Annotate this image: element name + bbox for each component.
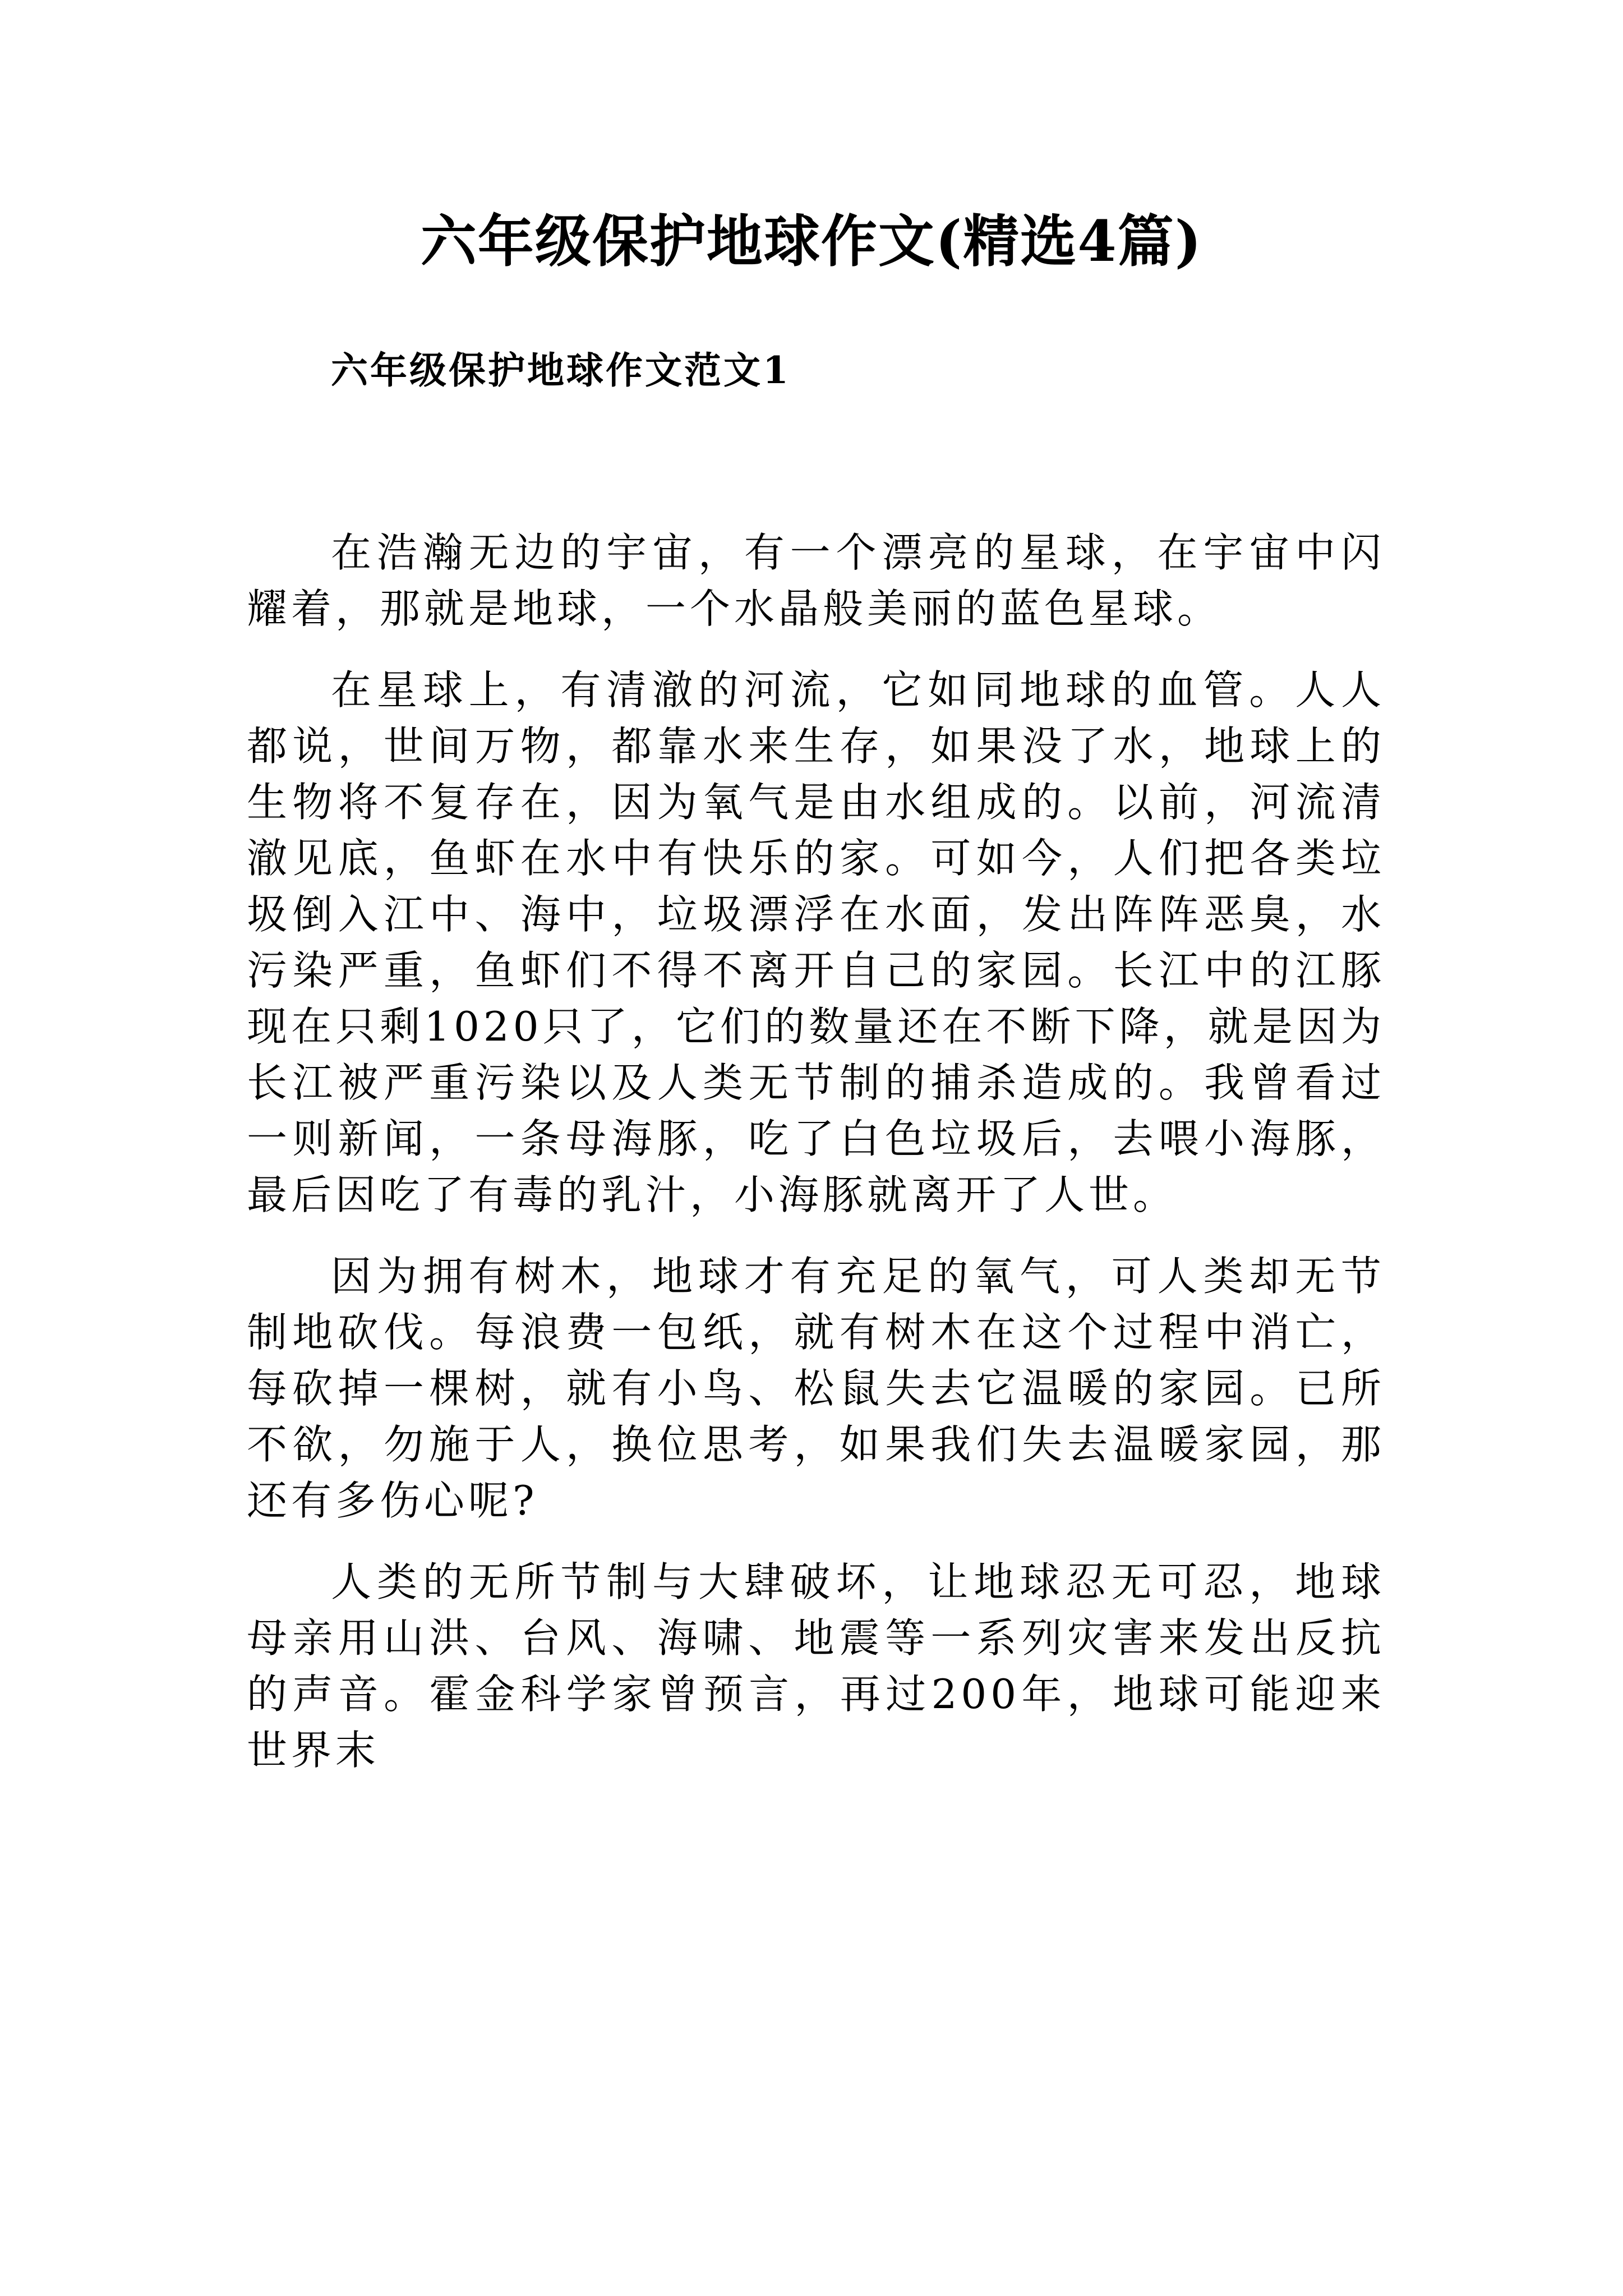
essay-body	[247, 524, 1385, 1803]
paragraph-4: 人类的无所节制与大肆破坏，让地球忍无可忍，地球母亲用山洪、台风、海啸、地震等一系列灾害来发出反抗的声音。霍金科学家曾预言，再过200年，地球可能迎来世界末	[247, 1558, 1385, 1774]
paragraph-3: 因为拥有树木，地球才有充足的氧气，可人类却无节制地砍伐。每浪费一包纸，就有树木在这个过程中消亡，每砍掉一棵树，就有小鸟、松鼠失去它温暖的家园。已所不欲，勿施于人，换位思考，如果我们失去温暖家园，那还有多伤心呢?	[247, 1253, 1385, 1524]
paragraph-1: 在浩瀚无边的宇宙，有一个漂亮的星球，在宇宙中闪耀着，那就是地球，一个水晶般美丽的蓝色星球。	[247, 529, 1385, 632]
section-heading: 六年级保护地球作文范文1	[331, 348, 791, 392]
paragraph-2: 在星球上，有清澈的河流，它如同地球的血管。人人都说，世间万物，都靠水来生存，如果没了水，地球上的生物将不复存在，因为氧气是由水组成的。以前，河流清澈见底，鱼虾在水中有快乐的家。可如今，人们把各类垃圾倒入江中、海中，垃圾漂浮在水面，发出阵阵恶臭，水污染严重，鱼虾们不得不离开自己的家园。长江中的江豚现在只剩1020只了，它们的数量还在不断下降，就是因为长江被严重污染以及人类无节制的捕杀造成的。我曾看过一则新闻，一条母海豚，吃了白色垃圾后，去喂小海豚，最后因吃了有毒的乳汁，小海豚就离开了人世。	[247, 666, 1385, 1218]
document-title: 六年级保护地球作文(精选4篇)	[420, 208, 1203, 274]
